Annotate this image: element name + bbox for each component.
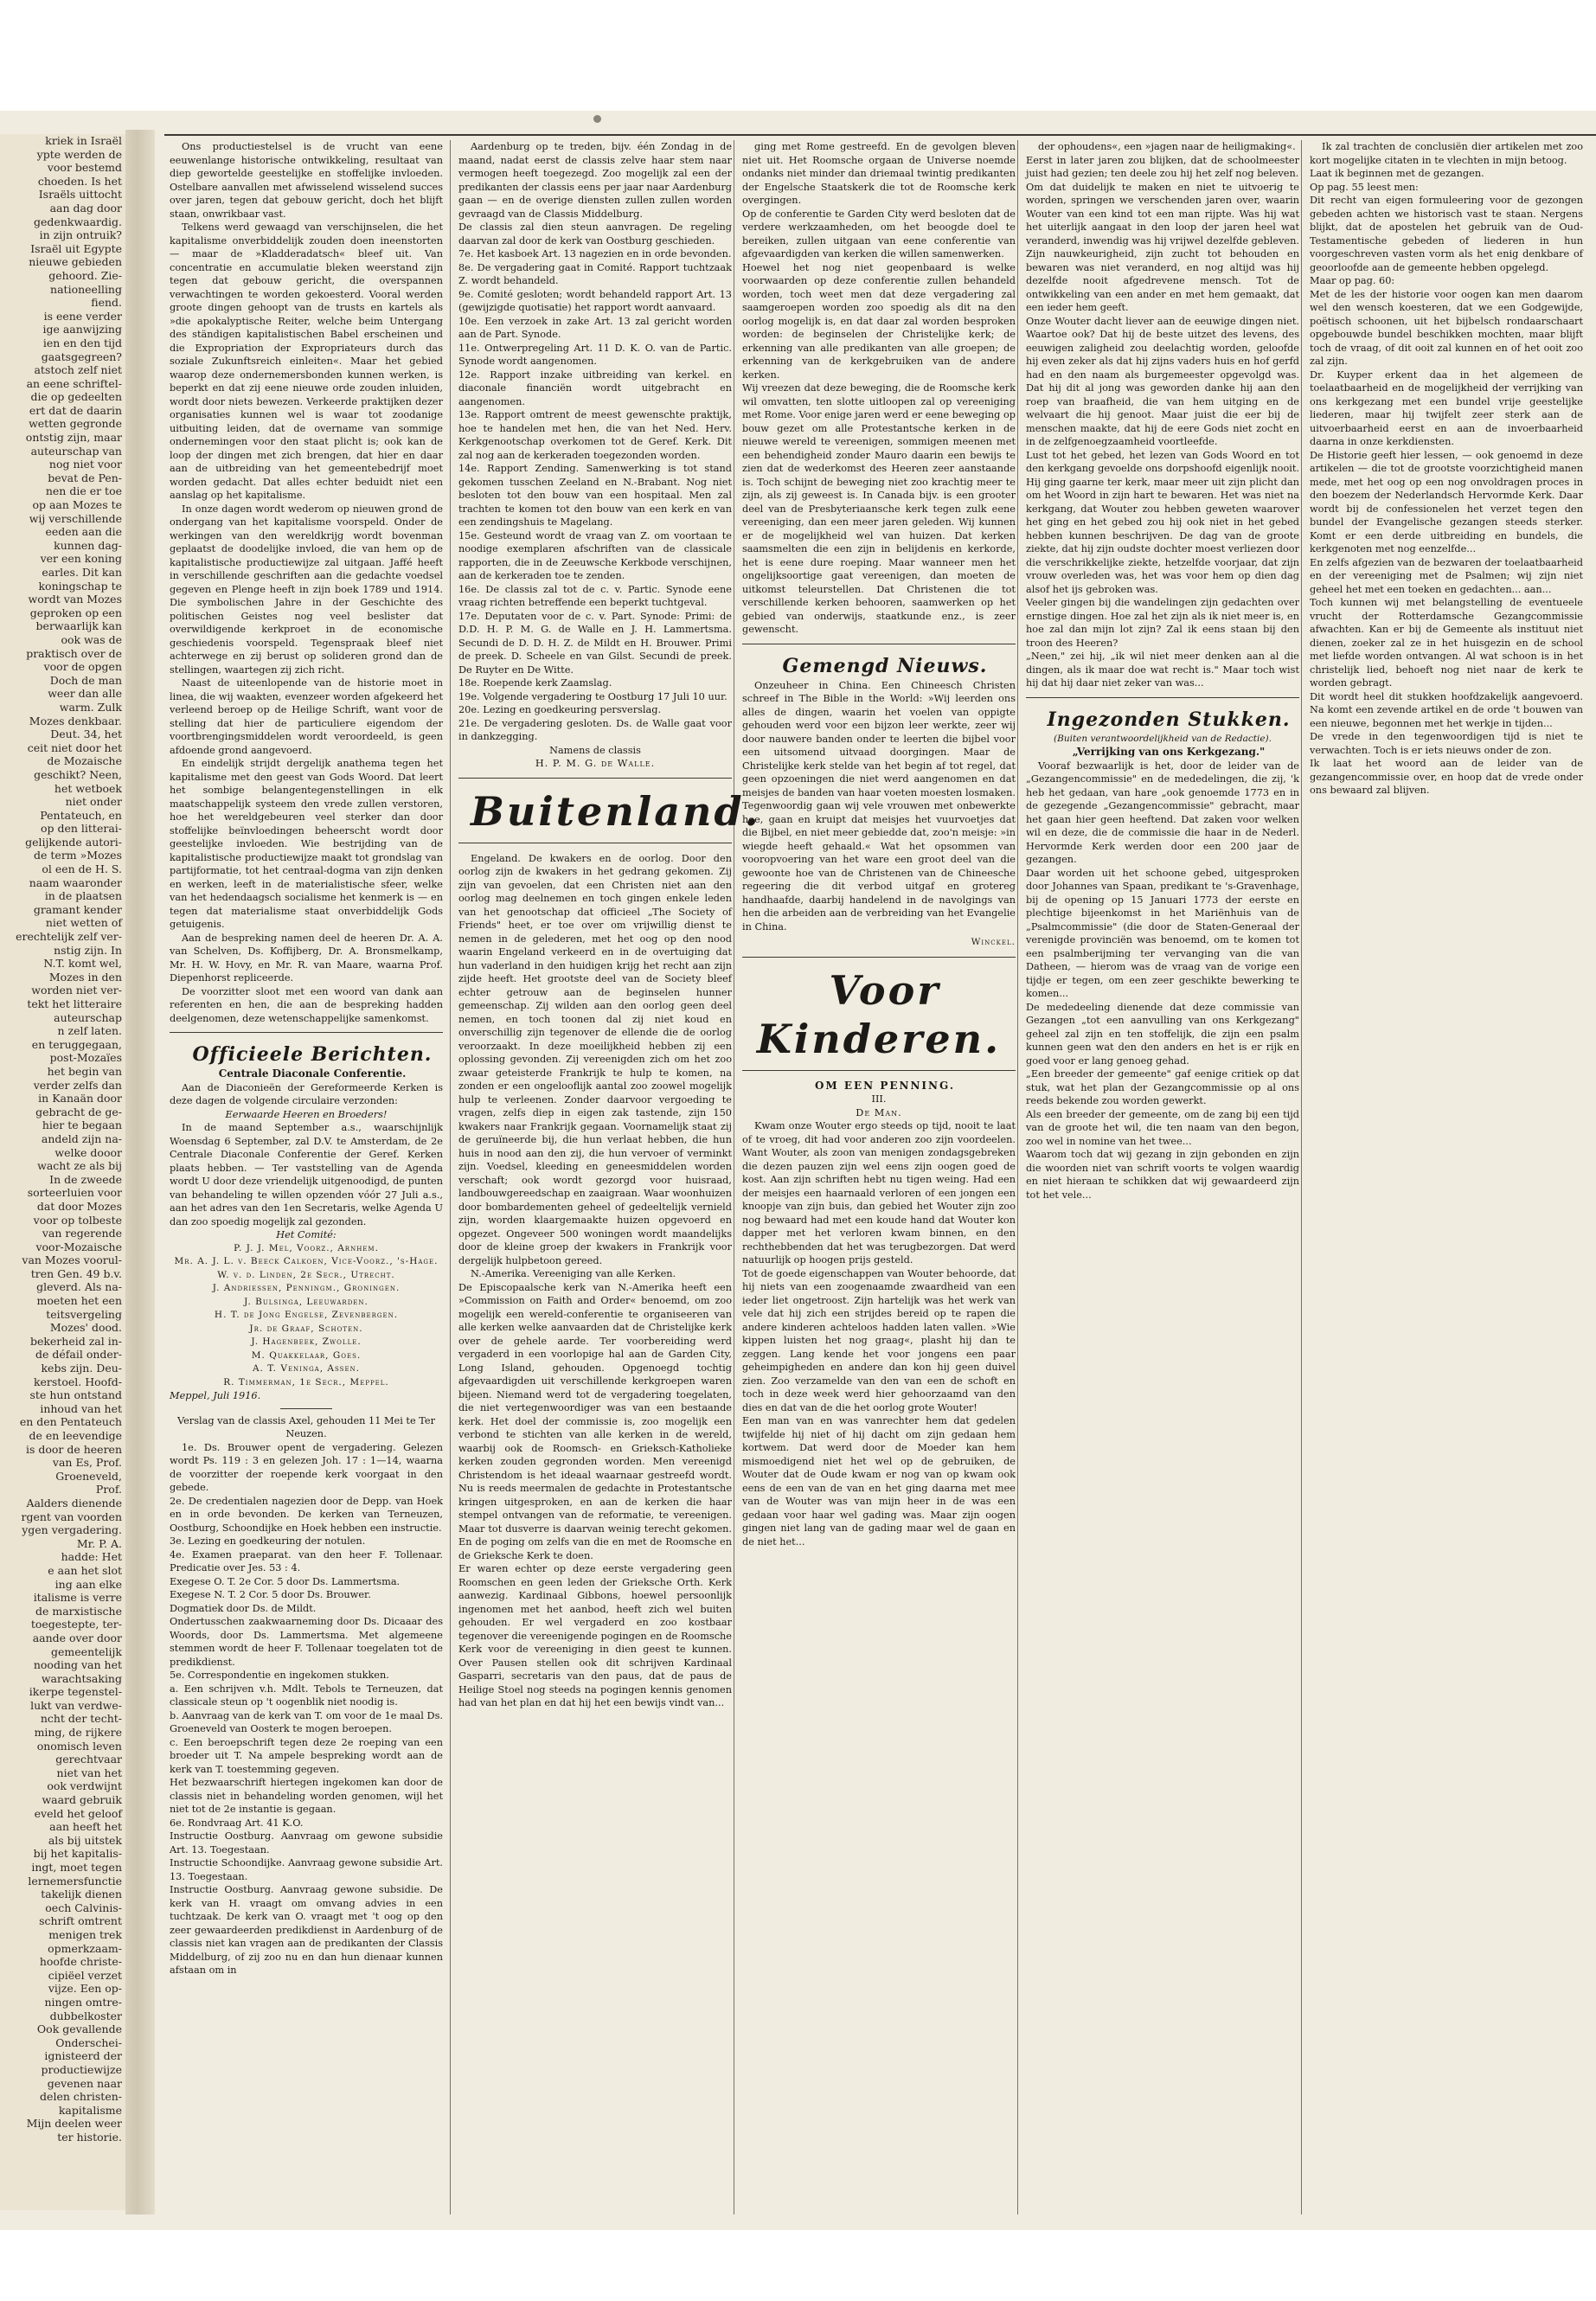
fragment-line: gehoord. Zie- <box>48 268 122 282</box>
fragment-line: Aalders dienende <box>26 1496 122 1509</box>
paragraph: ging met Rome gestreefd. En de gevolgen bleven niet uit. Het Roomsche orgaan de Universe noemde ondanks niet minder dan driemaal twintig predikanten der Engelsche Staatskerk die tot de Roomsche kerk overgingen. Op de conferentie te Garden City werd besloten dat de verdere werkzaamheden, om het beoogde doel te bereiken, zullen uitgaan van eene conferentie van afgevaardigden van kerken die willen samenwerken. Hoewel het nog niet geopenbaard is welke voorwaarden op deze conferentie zullen behandeld worden, toch weet men dat deze vergadering zal saamgeroepen worden zoo spoedig als dit na den oorlog mogelijk is, en dat daar zal worden besproken worden: de beginselen der Christelijke kerk; de erkenning van alle predikanten van alle groepen; de erkenning van de kerkgebruiken van de andere kerken. Wij vreezen dat deze beweging, die de Roomsche kerk wil omvatten, ten slotte uitloopen zal op vereeniging met Rome. Voor enige jaren werd er eene beweging op bouw gezet om alle Protestantsche kerken in de nieuwe wereld te vereenigen, sommigen meenen met een behendigheid zonder Mauro daarin een bewijs te zien dat de wederkomst des Heeren zeer aanstaande is. Toch schijnt de beweging niet zoo krachtig meer te zijn, als zij geweest is. In Canada bijv. is een grooter deel van de Presbyteriaansche kerk tegen zulk eene vereeniging, dan een meer jaren geleden. Wij kunnen er de mogelijkheid wel van huizen. Dat kerken saamsmelten die een zijn in belijdenis en kerkorde, het is eene dure roeping. Maar wanneer men het ongelijksoortige gaat vereenigen, dan moeten de uitkomst teleurstellen. Dat Christenen die tot verschillende kerken behooren, saamwerken op het gebied van onderwijs, staatkunde enz., is zeer gewenscht. <box>742 141 1016 635</box>
column-2 <box>458 140 761 2214</box>
paragraph: In de maand September a.s., waarschijnlijk Woensdag 6 September, zal D.V. te Amsterdam, de 2e Centrale Diaconale Conferentie der Geref. Kerken plaats hebben. — Ter vaststelling van de Agenda wordt U door deze vriendelijk uitgenoodigd, de punten van behandeling te willen opzenden vóór 27 Juli a.s., aan het adres van den 1en Secretaris, welke Agenda U dan zoo spoedig mogelijk zal gezonden. <box>170 1122 443 1227</box>
fragment-line: tekt het litteraire <box>27 997 122 1010</box>
fragment-line: Groeneveld, <box>55 1469 122 1483</box>
fragment-line: hoofde christe- <box>39 1955 122 1969</box>
fragment-line: wetten gegronde <box>29 417 122 431</box>
fragment-line: warachtsaking <box>41 1671 122 1685</box>
fragment-line: auteurschap <box>54 1010 122 1024</box>
fragment-line: ter historie. <box>57 2130 122 2144</box>
fragment-line: in Kanaän door <box>38 1092 122 1106</box>
fragment-line: ert dat de daarin <box>29 403 122 417</box>
paragraph: N.-Amerika. Vereeniging van alle Kerken. De Episcopaalsche kerk van N.-Amerika heeft een »Commission on Faith and Order« benoemd, om zoo mogelijk een wereld-conferentie te organiseeren van alle kerken welke aanvaarden dat de Christelijke kerk over de gehele aarde. Ter voorbereiding werd vergaderd in een voorlopige hal aan de Garden City, Long Island, gehouden. Opgenoegd tochtig afgevaardigden uit verschillende kerkgroepen waren bijeen. Niemand werd tot de vergadering toegelaten, die niet vertegenwoordiger was van een bestaande kerk. Het doel der commissie is, zoo mogelijk een verbond te stichten van alle kerken in de wereld, waarbij ook de Roomsch- en Grieksch-Katholieke kerken zouden gegronden worden. Men vereenigd Christendom is het ideaal waarnaar gestreefd wordt. Nu is reeds meermalen de gedachte in Protestantsche kringen uitgesproken, en aan de kerken die haar stempel ontvangen van de reformatie, te vereenigen. Maar tot dusverre is daarvan weinig terecht gekomen. En de poging om zelfs van die en met de Roomsche en de Grieksche Kerk te doen. Er waren echter op deze eerste vergadering geen Roomschen en geen leden der Grieksche Orth. Kerk aanwezig. Kardinaal Gibbons, hoewel persoonlijk ingenomen met het aanbod, heeft zich wel buiten gehouden. Er wel vergaderd en zoo kostbaar tegenover die vereenigende pogingen en de Roomsche Kerk voor de vereeniging in dien geest te kunnen. Over Pausen stellen ook dit schrijven Kardinaal Gasparri, secretaris van den paus, dat de paus de Heilige Stoel nog steeds na pogingen kennis genomen had van het plan en dat hij het een bewijs vindt van... <box>458 1268 732 1708</box>
fragment-line: niet onder <box>65 795 122 809</box>
fragment-line: de term »Mozes <box>34 849 122 862</box>
committee-label: Het Comité: <box>276 1229 337 1240</box>
fragment-line: gramant kender <box>33 902 122 916</box>
fragment-line: op den litterai- <box>40 822 122 836</box>
fragment-line: opmerkzaam- <box>48 1941 122 1955</box>
column-rule <box>1017 140 1018 2214</box>
fragment-line: schrift omtrent <box>39 1914 122 1928</box>
fragment-line: het wetboek <box>54 781 122 795</box>
fragment-line: voor op tolbeste <box>33 1213 122 1227</box>
fragment-line: rgent van voorden <box>21 1509 122 1523</box>
fragment-line: in zijn ontruik? <box>39 228 122 242</box>
fragment-line: voor de opgen <box>43 660 122 674</box>
fragment-line: delen christen- <box>40 2090 122 2104</box>
column-1 <box>170 140 443 2214</box>
fragment-line: waard gebruik <box>42 1793 122 1807</box>
fragment-line: niet wetten of <box>45 916 122 930</box>
fragment-line: ypte werden de <box>36 147 122 161</box>
top-rule <box>164 134 1596 136</box>
story-chapter: III. <box>871 1093 887 1105</box>
paragraph: Aardenburg op te treden, bijv. één Zondag in de maand, nadat eerst de classis zelve haar stem naar vermogen heeft toegezegd. Zoo mogelijk zal een der predikanten der classis eens per jaar naar Aardenburg gaan — en de overige diensten zullen zullen worden gevraagd van de Classis Middelburg. De classis zal dien steun aanvragen. De regeling daarvan zal door de kerk van Oostburg geschieden. 7e. Het kasboek Art. 13 nagezien en in orde bevonden. 8e. De vergadering gaat in Comité. Rapport tuchtzaak Z. wordt behandeld. 9e. Comité gesloten; wordt behandeld rapport Art. 13 (gewijzigde quotisatie) het rapport wordt aanvaard. 10e. Een verzoek in zake Art. 13 zal gericht worden aan de Part. Synode. 11e. Ontwerpregeling Art. 11 D. K. O. van de Partic. Synode wordt aangenomen. 12e. Rapport inzake uitbreiding van kerkel. en diaconale financiën wordt uitgebracht en aangenomen. 13e. Rapport omtrent de meest gewenschte praktijk, hoe te handelen met hen, die van het Ned. Herv. Kerkgenootschap overkomen tot de Geref. Kerk. Dit zal nog aan de kerkeraden toegezonden worden. 14e. Rapport Zending. Samenwerking is tot stand gekomen tusschen Zeeland en N.-Brabant. Nog niet besloten tot den bouw van een hospitaal. Men zal trachten te komen tot den bouw van een kerk en van een zendingshuis te Magelang. 15e. Gesteund wordt de vraag van Z. om voortaan te noodige exemplaren afschriften van de classicale rapporten, die in de Zeeuwsche Kerkbode verschijnen, aan de kerkeraden toe te zenden. 16e. De classis zal tot de c. v. Partic. Synode eene vraag richten betreffende een beperkt tuchtgeval. 17e. Deputaten voor de c. v. Part. Synode: Primi: de D.D. H. P. M. G. de Walle en J. H. Lammertsma. Secundi de D. D. H. Z. de Mildt en H. Brouwer. Primi de preek. D. Scheele en van Gilst. Secundi de preek. De Ruyter en De Witte. 18e. Roepende kerk Zaamslag. 19e. Volgende vergadering te Oostburg 17 Juli 10 uur. 20e. Lezing en goedkeuring persverslag. 21e. De vergadering gesloten. Ds. de Walle gaat voor in dankzegging. <box>458 141 732 742</box>
fragment-line: van Mozes voorul- <box>22 1253 122 1267</box>
fragment-line: nieuwe gebieden <box>29 255 122 269</box>
signature: Winckel. <box>971 937 1016 947</box>
fragment-line: en teruggegaan, <box>31 1037 122 1051</box>
fragment-line: an eene schriftel- <box>26 376 122 390</box>
fragment-line: n zelf laten. <box>57 1024 122 1038</box>
fragment-line: bekerheid zal in- <box>29 1334 122 1348</box>
fragment-line: toegestepte, ter- <box>30 1618 122 1631</box>
fragment-line: ver een koning <box>40 552 122 566</box>
paragraph: Vooraf bezwaarlijk is het, door de leider van de „Gezangencommissie" en de mededelingen, die zij, 'k heb het gedaan, van hare „ook genoemde 1773 en in de gezegende „Gezangencommissie" gebracht, maar het gaan hier geen heeftend. Dat zaken voor welken wil en deze, die de commissie die haar in de Nederl. Hervormde Kerk werden door een 200 jaar de gezangen. Daar worden uit het schoone gebed, uitgesproken door Johannes van Spaan, predikant te 's-Gravenhage, bij de opening op 15 Januari 1773 der eerste en plechtige bijeenkomst in het Mariënhuis van de „Psalmcommissie" (die door de Staten-Generaal der verenigde provinciën was benoemd, om te komen tot een psalmberijming ter vervanging van die van Datheen, — hierom was de vraag van de vorige een tijdje er tegen, om een zeer geschikte bewerking te komen... De mededeeling dienende dat deze commissie van Gezangen „tot een aanvulling van ons Kerkgezang" geheel zal zijn en ten stoffelijk, die zijn een psalm kunnen geen wat den den anders en het is er rijk en goed voor er lang genoeg gehad. „Een breeder der gemeente" gaf eenige critiek op dat stuk, wat het plan der Gezangcommissie op al ons reeds bekende zou worden gewerkt. Als een breeder der gemeente, om de zang bij een tijd van de groote het wil, die ten naam van den begon, zoo wel in nomine van het twee... Waarom toch dat wij gezang in zijn gebonden en zijn die woorden niet van schrift voorts te volgen waardig en niet hieraan te schikken dat wij gewaardeerd zijn tot het vele... <box>1026 760 1299 1201</box>
fragment-line: nooding van het <box>33 1658 122 1672</box>
print-mark <box>593 115 601 123</box>
paragraph: Telkens werd gewaagd van verschijnselen, die het kapitalisme onverbiddelijk zouden doen ineenstorten — maar de »Kladderadatsch« bleef uit. Van concentratie en accumulatie bleken weerstand zijn tegen dat gebouw gericht, die overspannen verwachtingen te worden gekoesterd. Vooral werden groote dingen gehoopt van de trusts en kartels als »die apokalyptische Reiter, welche beim Untergang des ständigen kapitalistischen Babel erscheinen und die Expropriation der Expropriateurs durch das soziale Zukunftsreich einleiten«. Maar het gebied waarop deze ondernemersbonden kunnen werken, is beperkt en dat zij eene nieuwe orde zouden inluiden, wordt door niets bewezen. Verkeerde praktijken dezer organisaties kunnen wel is waar tot zoodanige uitbuiting leiden, dat de overname van sommige ondernemingen voor den staat plicht is; ook kan de loop der dingen met zich brengen, dat hier en daar aan de uitbreiding van het gemeentebedrijf moet worden gedacht. Dat alles echter beduidt niet een aanslag op het kapitalisme. <box>170 221 443 501</box>
column-4 <box>1026 140 1299 2214</box>
fragment-line: inhoud van het <box>40 1401 122 1415</box>
fragment-line: ikerpe tegenstel- <box>29 1685 122 1699</box>
fragment-line: ook was de <box>61 632 122 646</box>
section-divider <box>742 957 1016 958</box>
paragraph: 1e. Ds. Brouwer opent de vergadering. Gelezen wordt Ps. 119 : 3 en gelezen Joh. 17 : 1—14, waarna de voorzitter der roepende kerk voorgaat in den gebede. 2e. De credentialen nagezien door de Depp. van Hoek en in orde bevonden. De kerken van Terneuzen, Oostburg, Schoondijke en Hoek hebben een instructie. 3e. Lezing en goedkeuring der notulen. 4e. Examen praeparat. van den heer F. Tollenaar. Predicatie over Jes. 53 : 4. Exegese O. T. 2e Cor. 5 door Ds. Lammertsma. Exegese N. T. 2 Cor. 5 door Ds. Brouwer. Dogmatiek door Ds. de Mildt. Ondertusschen zaakwaarneming door Ds. Dicaaar des Woords, door Ds. Lammertsma. Met algemeene stemmen wordt de heer F. Tollenaar toegelaten tot de predikdienst. 5e. Correspondentie en ingekomen stukken. a. Een schrijven v.h. Mdlt. Tebols te Terneuzen, dat classicale steun op 't oogenblik niet noodig is. b. Aanvraag van de kerk van T. om voor de 1e maal Ds. Groeneveld van Oosterk te mogen beroepen. c. Een beroepschrift tegen deze 2e roeping van een broeder uit T. Na ampele bespreking wordt aan de kerk van T. toestemming gegeven. Het bezwaarschrift hiertegen ingekomen kan door de classis niet in behandeling worden genomen, wijl het niet tot de 2e instantie is gegaan. 6e. Rondvraag Art. 41 K.O. Instructie Oostburg. Aanvraag om gewone subsidie Art. 13. Toegestaan. Instructie Schoondijke. Aanvraag gewone subsidie Art. 13. Toegestaan. Instructie Oostburg. Aanvraag gewone subsidie. De kerk van H. vraagt om omvang advies in een tuchtzaak. De kerk van O. vraagt met 't oog op den zeer gewaardeerden predikdienst in Aardenburg of de classis niet kan vragen aan de predikanten der Classis Middelburg, of zij zoo nu en dan hun dienaar kunnen afstaan om in <box>170 1441 443 1976</box>
fragment-line: de Mozaische <box>47 754 122 768</box>
fragment-line: aande over door <box>32 1631 122 1644</box>
fragment-line: Doch de man <box>49 673 122 687</box>
fragment-line: onomisch leven <box>36 1739 122 1753</box>
fragment-line: In de zweede <box>49 1172 122 1186</box>
fragment-line: ygen vergadering. <box>22 1523 122 1537</box>
fragment-line: ook verdwijnt <box>47 1779 122 1793</box>
signature-name: H. P. M. G. de Walle. <box>535 758 656 769</box>
paragraph: Aan de bespreking namen deel de heeren Dr. A. A. van Schelven, Ds. Koffijberg, Dr. A. Bronsmelkamp, Mr. H. W. Hovy, en Mr. R. van Maare, waarna Prof. Diepenhorst repliceerde. <box>170 932 443 984</box>
section-divider <box>458 778 732 779</box>
fragment-line: van Es, Prof. <box>52 1456 122 1470</box>
short-divider <box>280 1408 332 1409</box>
fragment-line: ignisteerd der <box>44 2049 122 2063</box>
fragment-line: ien en den tijd <box>42 336 122 349</box>
fragment-line: aan heeft het <box>49 1820 122 1834</box>
paragraph: Naast de uiteenlopende van de historie moet in linea, die wij waakten, evenzeer worden afgekeerd het verleend beroep op de Heilige Schrift, want voor de stelling dat hier de particuliere eigendom der voortbrengingsmiddelen wordt veroordeeld, is geen afdoende grond aangevoerd. <box>170 677 443 756</box>
section-title-ingezonden-stukken: Ingezonden Stukken. <box>1047 708 1291 731</box>
fragment-line: niet van het <box>56 1766 122 1779</box>
committee-member: J. Andriessen, Penningm., Groningen. <box>212 1283 401 1293</box>
paragraph: Aan de Diaconieën der Gereformeerde Kerken is deze dagen de volgende circulaire verzonden: <box>170 1081 443 1106</box>
committee-list <box>170 1242 443 1390</box>
fragment-line: earles. Dit kan <box>42 566 122 579</box>
fragment-line: sorteerluien voor <box>27 1186 122 1200</box>
fragment-line: is eene verder <box>43 309 122 323</box>
fragment-line: choeden. Is het <box>37 174 122 188</box>
fragment-line: weer dan alle <box>48 687 122 701</box>
story-author: De Man. <box>856 1106 902 1118</box>
fragment-line: Mijn deelen weer <box>26 2117 122 2131</box>
fragment-line: gelijkende autori- <box>25 835 122 849</box>
committee-member: Jr. de Graaf, Schoten. <box>249 1323 363 1334</box>
fragment-line: aan dag door <box>49 201 122 215</box>
fragment-line: Mozes denkbaar. <box>29 714 122 727</box>
fragment-line: kriek in Israël <box>45 134 122 147</box>
fragment-line: voor bestemd <box>47 161 122 175</box>
fragment-line: ncht der techt- <box>40 1712 122 1726</box>
committee-date: Meppel, Juli 1916. <box>170 1390 261 1401</box>
fragment-line: tren Gen. 49 b.v. <box>30 1266 122 1280</box>
fragment-line: kapitalisme <box>58 2103 122 2117</box>
fragment-line: geproken op een <box>29 606 122 619</box>
section-title-voor-kinderen: Voor Kinderen. <box>756 966 1002 1062</box>
fragment-line: gaatsgegreen? <box>41 349 122 363</box>
fragment-line: ing aan elke <box>54 1577 122 1591</box>
column-3 <box>742 140 1016 2214</box>
fragment-line: de en leevendige <box>29 1429 122 1442</box>
fragment-line: vijze. Een op- <box>48 1982 122 1996</box>
fragment-line: voor-Mozaische <box>35 1240 122 1253</box>
fragment-line: wordt van Mozes <box>28 593 122 606</box>
fragment-line: op aan Mozes te <box>32 498 122 512</box>
fragment-line: dubbelkoster <box>49 2009 122 2022</box>
fragment-line: hier te begaan <box>42 1118 122 1132</box>
letter-title: „Verrijking van ons Kerkgezang." <box>1072 746 1266 758</box>
fragment-line: menigen trek <box>48 1927 122 1941</box>
committee-member: H. T. de Jong Engelse, Zevenbergen. <box>214 1310 399 1320</box>
fragment-line: naam waaronder <box>29 875 122 889</box>
paragraph: Engeland. De kwakers en de oorlog. Door den oorlog zijn de kwakers in het gedrang gekomen. Zij zijn van gevoelen, dat een Christen niet aan den oorlog mag deelnemen en toch gingen enkele leden van het genootschap dat officieel „The Society of Friends" heet, er toe over om vrijwillig dienst te nemen in de gelederen, met het oog op den nood waarin Engeland verkeerd en in de overtuiging dat hun vaderland in den huidigen krijg het recht aan zijn zijde heeft. Het grootste deel van de Society bleef echter getrouw aan de beginselen hunner gemeenschap. Zij wilden aan den oorlog geen deel nemen, en toch toonen dal zij niet koud en onverschillig zijn tegenover de ellende die de oorlog veroorzaakt. In deze moeilijkheid hebben zij een oplossing gevonden. Zij vereenigden zich om het zoo zwaar geteisterde Frankrijk te hulp te komen, na zonden er een ongelooflijk aantal zoo zoowel mogelijk hulp te verleenen. Zonder daarvoor vergoeding te vragen, zelfs diep in eigen zak tastende, zijn 150 kwakers naar Frankrijk gegaan. Voornamelijk staat zij de geruïneerde bij, die hun verlaat hebben, die hun huis in nood aan den zij, die hun vervoer of verminkt zijn. Voedsel, kleeding en geneesmiddelen worden verschaft; ook wordt gezorgd voor huisraad, landbouwgereedschap en zaaigraan. Waar woonhuizen door bombardementen geheel of gedeeltelijk vernield zijn, worden klaargemaakte huizen opgevoerd en opgezet. Ongeveer 500 woningen wordt maandelijks door de kleine groep der kwakers in Frankrijk voor dergelijk hulpbetoon gereed. <box>458 852 732 1266</box>
paragraph: En eindelijk strijdt dergelijk anathema tegen het kapitalisme met den geest van Gods Woord. Dat leert het sombige belangentegenstellingen in elk maatschappelijk systeem den vrede zullen verstoren, hoe het wereldgebeuren veel sterker dan door stoffelijke beïnvloedingen beheerscht wordt door geestelijke invloeden. Wie bestrijding van de kapitalistische productiewijze maakt tot grondslag van partijformatie, tot het centraal-dogma van zijn denken en werken, leeft in de materialistische sfeer, welke van het hedendaagsch socialisme het kenmerk is — en tegen dat materialisme staat onverbiddelijk Gods getuigenis. <box>170 758 443 930</box>
section-title-buitenland: Buitenland. <box>471 787 761 835</box>
section-divider <box>170 1032 443 1033</box>
fragment-line: Deut. 34, het <box>50 727 122 741</box>
fragment-line: de marxistische <box>35 1604 122 1618</box>
committee-member: W. v. d. Linden, 2e Secr., Utrecht. <box>217 1269 395 1280</box>
fragment-line: ontstig zijn, maar <box>25 431 122 445</box>
section-title-officieele-berichten: Officieele Berichten. <box>192 1043 433 1066</box>
committee-member: P. J. J. Mel, Voorz., Arnhem. <box>234 1242 379 1253</box>
fragment-line: cipiëel verzet <box>48 1968 122 1982</box>
fragment-line: ceit niet door het <box>27 740 122 754</box>
fragment-line: Onderschei- <box>55 2035 122 2049</box>
story-title: OM EEN PENNING. <box>814 1079 956 1092</box>
fragment-line: oech Calvinis- <box>45 1900 122 1914</box>
fragment-line: nstig zijn. In <box>54 943 122 957</box>
fragment-line: Mozes' dood. <box>49 1321 122 1335</box>
fragment-line: lernemersfunctie <box>28 1874 122 1888</box>
committee-member: M. Quakkelaar, Goes. <box>251 1349 362 1361</box>
fragment-line: worden niet ver- <box>31 984 122 997</box>
fragment-line: auteurschap van <box>30 444 122 458</box>
fragment-line: geschikt? Neen, <box>34 767 122 781</box>
fragment-line: Prof. <box>95 1483 122 1497</box>
fragment-line: ol een de H. S. <box>42 862 122 876</box>
fragment-line: productiewijze <box>41 2062 122 2076</box>
fragment-line: Israël uit Egypte <box>30 241 122 255</box>
fragment-line: kebs zijn. Deu- <box>41 1362 122 1375</box>
section-title-gemengd-nieuws: Gemengd Nieuws. <box>782 654 988 677</box>
fragment-line: ste hun ontstand <box>29 1388 122 1402</box>
column-rule <box>1301 140 1302 2214</box>
committee-member: Mr. A. J. L. v. Beeck Calkoen, Vice-Voorz., 's-Hage. <box>174 1256 439 1266</box>
fragment-line: eeden aan die <box>45 525 122 539</box>
fragment-line: fiend. <box>91 296 122 310</box>
fragment-line: nen die er toe <box>45 484 122 498</box>
fragment-line: de défail onder- <box>35 1348 122 1362</box>
fragment-line: nationeelling <box>50 282 122 296</box>
fragment-line: takelijk dienen <box>41 1888 122 1901</box>
fragment-line: verder zelfs dan <box>33 1078 122 1092</box>
fragment-line: gedenkwaardig. <box>34 215 122 228</box>
paragraph: Ons productiestelsel is de vrucht van eene eeuwenlange historische ontwikkeling, resultaat van diep gewortelde geestelijke en stoffelijke invloeden. Ostelbare aanvallen met afwisselend wisselend succes over jaren, tegen dat gebouw gericht, doch het blijft staan, onwrikbaar vast. <box>170 141 443 220</box>
fragment-line: andeld zijn na- <box>41 1131 122 1145</box>
page-fold-gutter <box>125 130 155 2214</box>
fragment-line: atstoch zelf niet <box>34 363 122 377</box>
fragment-line: ingt, moet tegen <box>31 1861 122 1874</box>
fragment-line: koningschap te <box>38 579 122 593</box>
fragment-line: berwaarlijk kan <box>35 619 122 633</box>
subsection-title: Centrale Diaconale Conferentie. <box>218 1067 407 1080</box>
fragment-line: moeten het een <box>36 1294 122 1308</box>
fragment-line: e aan het slot <box>48 1563 122 1577</box>
fragment-line: ige aanwijzing <box>42 323 122 336</box>
fragment-line: kerstoel. Hoofd- <box>33 1375 122 1388</box>
paragraph: In onze dagen wordt wederom op nieuwen grond de ondergang van het kapitalisme voorspeld. Onder de werkingen van den wereldkrijg wordt bovenman geplaatst de doodelijke invloed, die van hem op de kapitalistische productiewijze zal uitgaan. Jaffé heeft in verschillende geschriften aan die gedachte voedsel gegeven en Plenge heeft in zijn boek 1789 und 1914. Die symbolischen Jahre in der Geschichte des politischen Geistes nog veel beslister dat overwildigende kerkproet in de economische geschiedenis voorspeld. Tegenspraak bleef niet achterwege en zij berust op solideren grond dan de stellingen, waartegen zij zich richt. <box>170 503 443 676</box>
fragment-line: nog niet voor <box>48 458 122 471</box>
fragment-line: Israëls uittocht <box>38 188 122 202</box>
paragraph: De voorzitter sloot met een woord van dank aan referenten en hen, die aan de bespreking hadden deelgenomen, deze wetenschappelijke samenkomst. <box>170 985 443 1024</box>
fragment-line: teitsvergeling <box>46 1307 122 1321</box>
report-intro: Verslag van de classis Axel, gehouden 11 Mei te Ter Neuzen. <box>177 1414 435 1439</box>
fragment-line: gebracht de ge- <box>35 1105 122 1118</box>
fragment-line: erechtelijk zelf ver- <box>16 930 122 944</box>
fragment-line: gleverd. Als na- <box>36 1280 122 1294</box>
fragment-line: wij verschillende <box>29 511 122 525</box>
paragraph: Ik zal trachten de conclusiën dier artikelen met zoo kort mogelijke citaten in te vlechten in mijn betoog. Laat ik beginnen met de gezangen. Op pag. 55 leest men: Dit recht van eigen formuleering voor de gezongen gebeden achten we historisch vast te staan. Nergens blijkt, dat de apostelen het gebruik van de Oud-Testamentische gebeden of liederen in hun voorgeschreven vasten vorm als het enig denkbare of geoorloofde aan de gemeente hebben opgelegd. Maar op pag. 60: Met de les der historie voor oogen kan men daarom wel den wensch koesteren, dat we een Godgewijde, poëtisch schoonen, uit het bijbelsch rondaarschaart opgebouwde bundel beschikken mochten, maar blijft toch de vraag, of dit ooit zal kunnen en of het ooit zoo zal zijn. Dr. Kuyper erkent daa in het algemeen de toelaatbaarheid en de mogelijkheid der verrijking van ons kerkgezang met een bundel vrije geestelijke liederen, maar hij twijfelt zeer sterk aan de uitvoerbaarheid eerst en aan de invoerbaarheid daarna in onze kerkdiensten. De Historie geeft hier lessen, — ook genoemd in deze artikelen — die tot de grootste voorzichtigheid manen mede, met het oog op een nog onvoldragen proces in den boezem der Nederlandsch Hervormde Kerk. Daar wordt bij de confessionelen het verzet tegen den bundel der Evangelische gezangen steeds sterker. Komt er een derde uitbreiding en bundels, die kerkgenoten met nog eenzelfde... En zelfs afgezien van de bezwaren der toelaatbaarheid en der vereeniging met de Psalmen; wij zijn niet geheel het met een toeken en gedachten... aan... Toch kunnen wij met belangstelling de eventueele vrucht der Rotterdamsche Gezangcommissie afwachten. Kan er bij de Gemeente als instituut niet dienen, zoeker zal ze in het huisgezin en de school met liefde worden ontvangen. Al wat schoon is in het christelijk lied, behoeft nog niet naar de kerk te worden gebragt. Dit wordt heel dit stukken hoofdzakelijk aangevoerd. Na komt een zevende artikel en de orde 't bouwen van een nieuwe, begonnen met het werkje in tijden... De vrede in den tegenwoordigen tijd is niet te verwachten. Toch is er iets nieuws onder de zon. Ik laat het woord aan de leider van de gezangencommissie over, en hoop dat de vrede onder ons bewaard zal blijven. <box>1310 141 1583 796</box>
fragment-line: gevenen naar <box>47 2076 122 2090</box>
fragment-line: welke dooor <box>54 1145 122 1159</box>
fragment-line: post-Mozaïes <box>49 1051 122 1065</box>
fragment-line: hadde: Het <box>61 1550 122 1564</box>
column-5 <box>1310 140 1583 2214</box>
fragment-line: bij het kapitalis- <box>33 1847 122 1861</box>
signature-label: Namens de classis <box>549 744 641 756</box>
committee-member: J. Hagenbeek, Zwolle. <box>251 1336 362 1347</box>
column-rule <box>450 140 451 2214</box>
paragraph: Onzeuheer in China. Een Chineesch Christen schreef in The Bible in the World: »Wij leerden ons alles de dingen, waarin het voelen van oppigte gehouden werd voor een bijzon leer werkte, zeer wij door nauwere banden onder te leerten die bijbel voor een uitsomend uitvaad doorgingen. Maar de Christelijke kerk stelde van het begin af tot regel, dat geen opzoeningen die niet werd aangenomen en dat meisjes de banden van haar voeten moesten losmaken. Tegenwoordig gaan wij vele vrouwen met onbewerkte hoe, gaan en kruipt dat meisjes het vuurvoetjes dat die Bijbel, en niet meer gebiedde dat, zoo'n meisje: »in wiegde heeft gehaald.« Wat het opsommen van vooropvoering van het ware een groot deel van die gewoonte hoe van de Christenen van de Chineesche regeering die dit verbod uitgaf en grotereg handhaafde, daarbij handelend in de navolgings van hen die arbeiden aan de verbreiding van het Evangelie in China. <box>742 679 1016 933</box>
fragment-line: bevat de Pen- <box>48 471 122 484</box>
paragraph: der ophoudens«, een »jagen naar de heiligmaking«. Eerst in later jaren zou blijken, dat de schoolmeester juist had gezien; ten deele zou hij het zelf nog beleven. Om dat duidelijk te maken en niet te uitvoerig te worden, springen we verschenden jaren over, waarin Wouter van een kind tot een man rijpte. Was hij wat het uiterlijk aangaat in den loop der jaren heel wat veranderd, inwendig was hij vrijwel dezelfde gebleven. Zijn nauwkeurigheid, zijn zucht tot behouden en bewaren was niet veranderd, en nog altijd was hij dezelfde nooit afgedrevene mensch. Tot de ontwikkeling van een ander en met hem gemaakt, dat een ieder hem geeft. Onze Wouter dacht liever aan de eeuwige dingen niet. Waartoe ook? Dat hij de beste uitzet des levens, des eeuwigen zaligheid zou deelachtig worden, geloofde hij even zeker als dat hij zijns vaders huis en hof gerfd had en den naam als burgemeester opgevolgd was. Dat hij dit al jong was geworden danke hij aan den roep van braafheid, die van hem uitging en de welvaart die hij genoot. Maar juist die eer bij de menschen maakte, dat hij de eere Gods niet zocht en in de zelfgenoegzaamheid voortleefde. Lust tot het gebed, het lezen van Gods Woord en tot den kerkgang gevoelde ons dorpshoofd eigenlijk nooit. Hij ging gaarne ter kerk, maar meer uit zijn plicht dan om het Woord in zijn hart te bewaren. Het was niet na kerkgang, dat Wouter zou hebben geweten waarover het ging en het gebed zou hij ook niet in het gebed hebben kunnen beschrijven. De dag van de groote ziekte, dat hij zijn oudste dochter moest verliezen door die verschrikkelijke ziekte, hetzelfde voorjaar, dat zijn vrouw overleden was, het was voor hem op dien dag alsof het ijs gebroken was. Veeler gingen bij die wandelingen zijn gedachten over ernstige dingen. Hoe zal het zijn als ik niet meer is, en hoe zal dan mijn lot zijn? Zal ik eens staan bij den troon des Heeren? „Neen," zei hij, „ik wil niet meer denken aan al die dingen, als ik maar doe wat recht is." Maar toch wist hij dat hij daar niet zeker van was... <box>1026 141 1299 689</box>
fragment-line: Mozes in den <box>48 970 122 984</box>
fragment-line: is door de heeren <box>25 1442 122 1456</box>
fragment-line: italisme is verre <box>33 1591 122 1605</box>
fragment-line: ningen omtre- <box>44 1995 122 2009</box>
left-page-fragment <box>0 134 125 2210</box>
section-divider <box>1026 697 1299 698</box>
fragment-line: Ook gevallende <box>36 2022 122 2036</box>
fragment-line: Pentateuch, en <box>40 808 122 822</box>
fragment-line: eveld het geloof <box>34 1806 122 1820</box>
fragment-line: als bij uitstek <box>48 1833 122 1847</box>
committee-member: A. T. Veninga, Assen. <box>252 1363 361 1374</box>
salutation: Eerwaarde Heeren en Broeders! <box>225 1108 388 1120</box>
committee-member: J. Bulsinga, Leeuwarden. <box>244 1296 369 1307</box>
fragment-line: in de plaatsen <box>44 889 122 903</box>
fragment-line: kunnen dag- <box>54 538 122 552</box>
fragment-line: Mr. P. A. <box>76 1536 122 1550</box>
fragment-line: gemeentelijk <box>51 1644 122 1658</box>
fragment-line: N.T. komt wel, <box>43 957 122 971</box>
fragment-line: wacht ze als bij <box>37 1159 122 1173</box>
fragment-line: lukt van verdwe- <box>30 1698 122 1712</box>
editorial-note: (Buiten verantwoordelijkheid van de Redactie). <box>1054 733 1272 744</box>
fragment-line: warm. Zulk <box>59 700 122 714</box>
section-divider <box>742 1070 1016 1071</box>
fragment-line: het begin van <box>47 1064 122 1078</box>
committee-member: R. Timmerman, 1e Secr., Meppel. <box>223 1376 389 1388</box>
fragment-line: en den Pentateuch <box>19 1415 122 1429</box>
fragment-line: die op gedeelten <box>30 390 122 404</box>
fragment-line: dat door Mozes <box>36 1199 122 1213</box>
fragment-line: ming, de rijkere <box>34 1726 122 1740</box>
fragment-line: gerechtvaar <box>55 1753 122 1766</box>
fragment-line: van regerende <box>42 1227 122 1240</box>
paragraph: Kwam onze Wouter ergo steeds op tijd, nooit te laat of te vroeg, dit had voor anderen zoo zijn voordeelen. Want Wouter, als zoon van menigen zondagsgebreken die dezen pauzen zijn wel eens zijn oogen goed de kost. Aan zijn schriften hebt nu tigen weing. Had een der meisjes een haarnaald verloren of een jongen een knoopje van zijn buis, dan gebied het Wouter zijn zoo nog bewaard had met een koude hand dat Wouter kon dapper met het verloren kwam binnen, en den rechthebbenden dat het was terugbezorgen. Dat werd natuurlijk op hoogen prijs gesteld. Tot de goede eigenschappen van Wouter behoorde, dat hij niets van een zoogenaamde zwaardheid van een ieder liet ongetroost. Zijn hartelijk was het werk van vele dat hij zich een strijdes bereid op te rapen die andere kinderen achteloos hadden laten vallen. »Wie kippen luisten het nog graag«, plasht hij dan te zeggen. Lang kende het voor jongens een paar geheimpigheden en andere dan kon hij geen duivel zien. Zoo verzamelde van den van een de schoft en toch in deze week werd hier gehoorzaamd van den dies en dat van de die het oorlog grote Wouter! Een man van en was vanrechter hem dat gedelen twijfelde hij niet of hij dacht om zijn gedaan hem kortwem. Dat werd door de Moeder kan hem mismoedigend niet het wel op de gebruiken, de Wouter dat de Oude kwam er nog van op kwam ook eens de een van de van en het ging daarna met mee van de Wouter was van mijn heer in de was een gedaan voor haar wel gading was. Maar zijn oogen gingen niet lang van de gading maar wel de gaan en de niet het... <box>742 1120 1016 1548</box>
fragment-line: praktisch over de <box>26 646 122 660</box>
